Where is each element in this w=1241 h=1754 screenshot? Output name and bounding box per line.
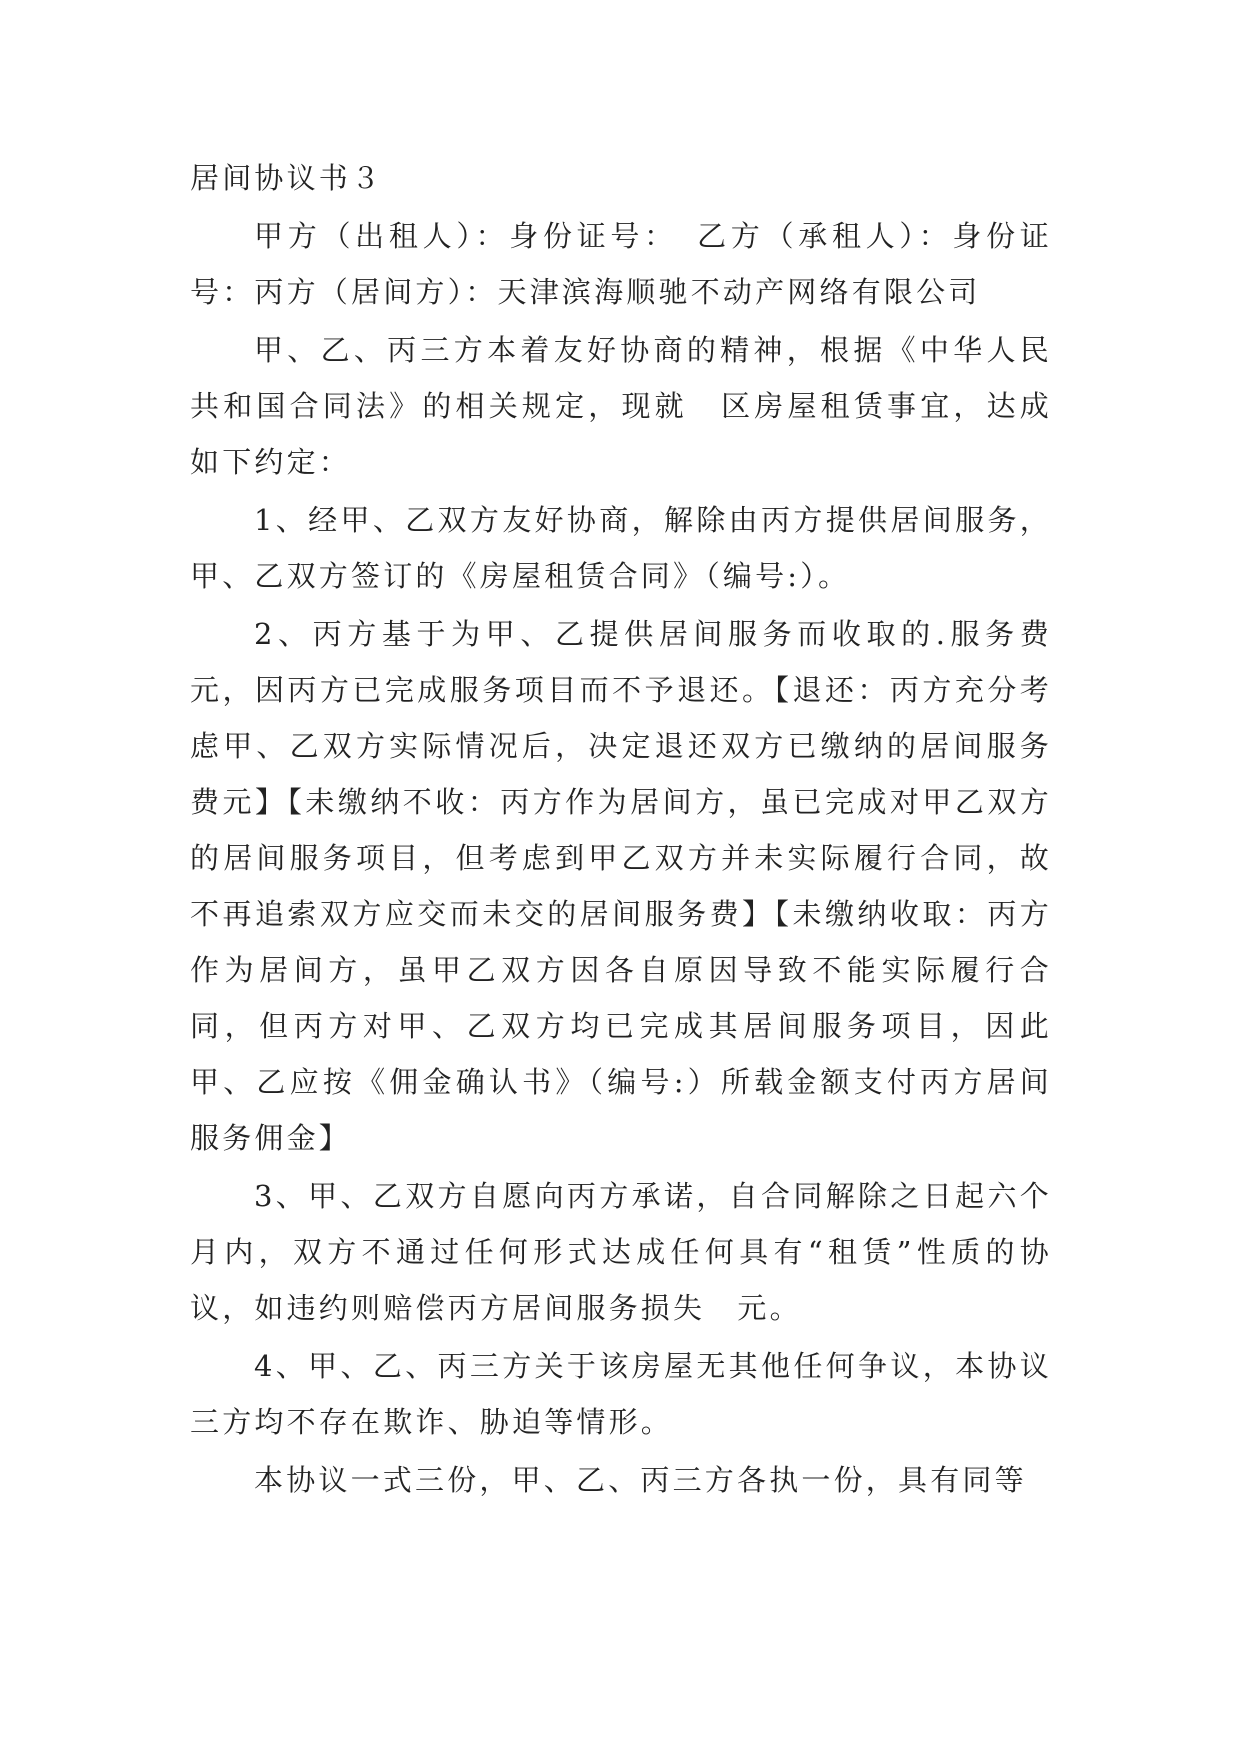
paragraph-preamble: 甲、乙、丙三方本着友好协商的精神，根据《中华人民共和国合同法》的相关规定，现就 区房屋租赁事宜，达成如下约定：	[190, 333, 1052, 479]
paragraph-clause-3: 3、甲、乙双方自愿向丙方承诺，自合同解除之日起六个月内，双方不通过任何形式达成任何具有“租赁”性质的协议，如违约则赔偿丙方居间服务损失 元。	[190, 1179, 1052, 1325]
document-title: 居间协议书３	[190, 161, 384, 195]
paragraph-copies: 本协议一式三份，甲、乙、丙三方各执一份，具有同等	[254, 1463, 1027, 1497]
paragraph-parties: 甲方（出租人）：身份证号： 乙方（承租人）：身份证号：丙方（居间方）：天津滨海顺驰不动产网络有限公司	[190, 219, 1052, 309]
paragraph-clause-1: 1、经甲、乙双方友好协商，解除由丙方提供居间服务，甲、乙双方签订的《房屋租赁合同》（编号:）。	[190, 503, 1052, 593]
paragraph-clause-4: 4、甲、乙、丙三方关于该房屋无其他任何争议，本协议三方均不存在欺诈、胁迫等情形。	[190, 1349, 1052, 1439]
document-page	[190, 150, 1052, 1508]
paragraph-clause-2: 2、丙方基于为甲、乙提供居间服务而收取的.服务费元，因丙方已完成服务项目而不予退还。【退还：丙方充分考虑甲、乙双方实际情况后，决定退还双方已缴纳的居间服务费元】【未缴纳不收：丙方作为居间方，虽已完成对甲乙双方的居间服务项目，但考虑到甲乙双方并未实际履行合同，故不再追索双方应交而未交的居间服务费】【未缴纳收取：丙方作为居间方，虽甲乙双方因各自原因导致不能实际履行合同，但丙方对甲、乙双方均已完成其居间服务项目，因此甲、乙应按《佣金确认书》（编号:）所载金额支付丙方居间服务佣金】	[190, 617, 1052, 1155]
